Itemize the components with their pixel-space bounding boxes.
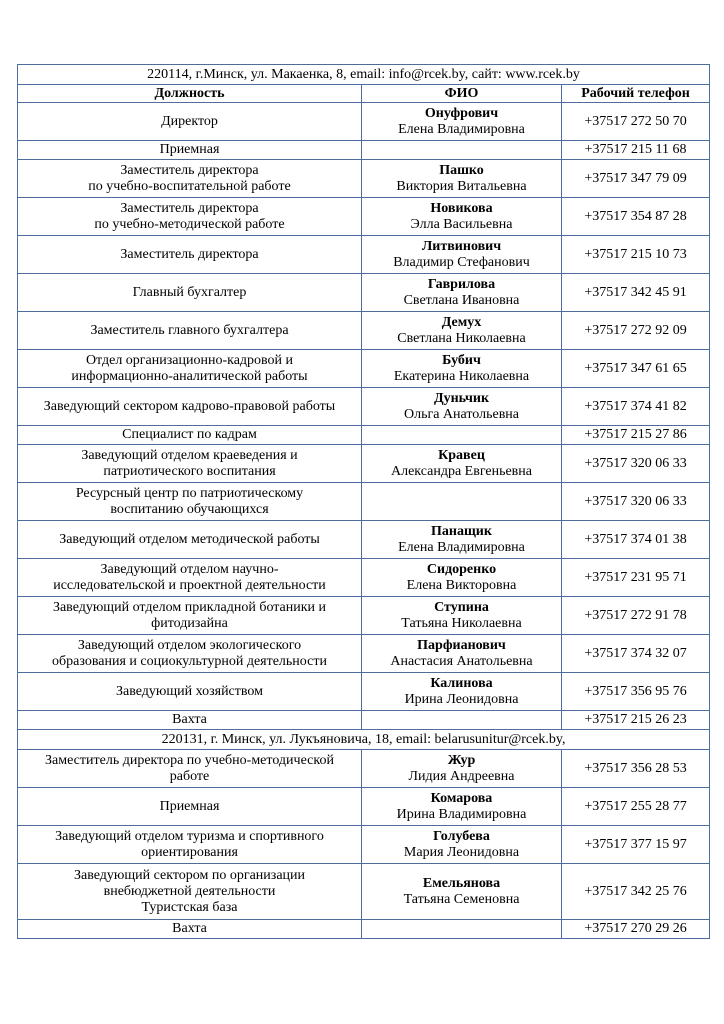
- surname-text: Онуфрович: [424, 105, 499, 121]
- position-cell: [18, 559, 362, 597]
- phone-cell: +37517 342 45 91: [562, 274, 710, 312]
- name-cell: [362, 673, 562, 711]
- table-row: [18, 160, 710, 198]
- position-text: исследовательской и проектной деятельности: [53, 577, 326, 593]
- position-cell: [18, 635, 362, 673]
- position-text: Заведующий отделом туризма и спортивного: [55, 828, 324, 844]
- name-cell: [362, 711, 562, 730]
- position-cell: [18, 103, 362, 141]
- table-row: [18, 788, 710, 826]
- phone-cell: +37517 320 06 33: [562, 483, 710, 521]
- address-row-main: [18, 65, 710, 85]
- position-text: Заведующий отделом краеведения и: [81, 447, 298, 463]
- position-text: работе: [169, 768, 210, 784]
- contacts-table: [17, 64, 710, 939]
- position-text: Заместитель директора: [120, 162, 259, 178]
- table-row: [18, 350, 710, 388]
- name-cell: [362, 103, 562, 141]
- phone-cell: +37517 215 26 23: [562, 711, 710, 730]
- position-cell: [18, 750, 362, 788]
- given-name-text: Ольга Анатольевна: [403, 406, 520, 422]
- position-text: Заведующий хозяйством: [116, 683, 263, 699]
- address-second: 220131, г. Минск, ул. Лукъяновича, 18, email: belarusunitur@rcek.by,: [18, 730, 710, 750]
- phone-cell: +37517 215 27 86: [562, 426, 710, 445]
- surname-text: Голубева: [433, 828, 490, 844]
- position-cell: [18, 597, 362, 635]
- position-text: патриотического воспитания: [103, 463, 276, 479]
- name-cell: [362, 426, 562, 445]
- position-cell: [18, 312, 362, 350]
- given-name-text: Татьяна Семеновна: [403, 891, 520, 907]
- name-cell: [362, 788, 562, 826]
- given-name-text: Мария Леонидовна: [403, 844, 520, 860]
- table-row: [18, 141, 710, 160]
- table-row: [18, 274, 710, 312]
- surname-text: Ступина: [434, 599, 489, 615]
- surname-text: Емельянова: [422, 875, 501, 891]
- position-cell: [18, 198, 362, 236]
- position-text: образования и социокультурной деятельности: [52, 653, 327, 669]
- name-cell: [362, 826, 562, 864]
- position-text: Заместитель главного бухгалтера: [90, 322, 289, 338]
- given-name-text: Светлана Ивановна: [403, 292, 520, 308]
- given-name-text: Елена Владимировна: [398, 121, 525, 137]
- position-text: Заведующий отделом методической работы: [59, 531, 320, 547]
- table-row: [18, 673, 710, 711]
- table-row: [18, 559, 710, 597]
- position-text: Заведующий отделом прикладной ботаники и: [52, 599, 327, 615]
- phone-cell: +37517 231 95 71: [562, 559, 710, 597]
- phone-cell: +37517 215 10 73: [562, 236, 710, 274]
- position-text: Заведующий отделом научно-: [100, 561, 279, 577]
- phone-cell: +37517 272 50 70: [562, 103, 710, 141]
- phone-cell: +37517 377 15 97: [562, 826, 710, 864]
- name-cell: [362, 350, 562, 388]
- given-name-text: Лидия Андреевна: [408, 768, 515, 784]
- surname-text: Демух: [441, 314, 482, 330]
- phone-cell: +37517 356 28 53: [562, 750, 710, 788]
- given-name-text: Екатерина Николаевна: [393, 368, 530, 384]
- position-text: Заведующий отделом экологического: [77, 637, 302, 653]
- phone-cell: +37517 255 28 77: [562, 788, 710, 826]
- phone-cell: +37517 347 79 09: [562, 160, 710, 198]
- phone-cell: +37517 374 01 38: [562, 521, 710, 559]
- position-cell: [18, 426, 362, 445]
- phone-cell: +37517 320 06 33: [562, 445, 710, 483]
- position-cell: [18, 141, 362, 160]
- name-cell: [362, 521, 562, 559]
- name-cell: [362, 445, 562, 483]
- phone-cell: +37517 374 32 07: [562, 635, 710, 673]
- header-row: [18, 85, 710, 103]
- table-row: [18, 445, 710, 483]
- given-name-text: Ирина Леонидовна: [404, 691, 519, 707]
- surname-text: Литвинович: [421, 238, 502, 254]
- phone-cell: +37517 272 92 09: [562, 312, 710, 350]
- name-cell: [362, 635, 562, 673]
- surname-text: Комарова: [430, 790, 493, 806]
- given-name-text: Владимир Стефанович: [393, 254, 530, 270]
- position-text: Приемная: [159, 142, 220, 157]
- surname-text: Пашко: [439, 162, 484, 178]
- table-row: [18, 864, 710, 920]
- surname-text: Кравец: [438, 447, 485, 463]
- position-text: Приемная: [159, 798, 220, 814]
- table-row: [18, 426, 710, 445]
- position-cell: [18, 864, 362, 920]
- position-cell: [18, 350, 362, 388]
- given-name-text: Елена Владимировна: [398, 539, 525, 555]
- table-row: [18, 198, 710, 236]
- position-text: Заместитель директора по учебно-методической: [45, 752, 334, 768]
- header-position: Должность: [18, 85, 362, 103]
- table-row: [18, 388, 710, 426]
- position-text: Вахта: [172, 921, 207, 936]
- name-cell: [362, 750, 562, 788]
- position-cell: [18, 920, 362, 939]
- table-row: [18, 521, 710, 559]
- name-cell: [362, 920, 562, 939]
- surname-text: Дуньчик: [433, 390, 490, 406]
- name-cell: [362, 559, 562, 597]
- position-text: по учебно-воспитательной работе: [88, 178, 291, 194]
- name-cell: [362, 198, 562, 236]
- position-text: внебюджетной деятельности: [103, 883, 276, 899]
- position-text: Заведующий сектором кадрово-правовой работы: [43, 398, 336, 414]
- position-cell: [18, 274, 362, 312]
- name-cell: [362, 312, 562, 350]
- position-text: Отдел организационно-кадровой и: [85, 352, 294, 368]
- table-row: [18, 920, 710, 939]
- position-cell: [18, 483, 362, 521]
- phone-cell: +37517 272 91 78: [562, 597, 710, 635]
- phone-cell: +37517 354 87 28: [562, 198, 710, 236]
- surname-text: Сидоренко: [426, 561, 497, 577]
- position-text: воспитанию обучающихся: [110, 501, 269, 517]
- header-phone: Рабочий телефон: [562, 85, 710, 103]
- given-name-text: Анастасия Анатольевна: [390, 653, 533, 669]
- position-cell: [18, 826, 362, 864]
- position-cell: [18, 445, 362, 483]
- position-text: Главный бухгалтер: [132, 284, 247, 300]
- surname-text: Калинова: [430, 675, 493, 691]
- position-text: Специалист по кадрам: [122, 427, 257, 442]
- table-row: [18, 635, 710, 673]
- phone-cell: +37517 215 11 68: [562, 141, 710, 160]
- name-cell: [362, 160, 562, 198]
- phone-cell: +37517 270 29 26: [562, 920, 710, 939]
- surname-text: Панащик: [431, 523, 492, 539]
- surname-text: Бубич: [442, 352, 481, 368]
- table-row: [18, 750, 710, 788]
- surname-text: Парфианович: [417, 637, 506, 653]
- position-text: Ресурсный центр по патриотическому: [75, 485, 304, 501]
- table-row: [18, 312, 710, 350]
- position-text: Директор: [161, 113, 218, 129]
- given-name-text: Елена Викторовна: [406, 577, 517, 593]
- position-text: Вахта: [172, 712, 207, 727]
- address-main: 220114, г.Минск, ул. Макаенка, 8, email: info@rcek.by, сайт: www.rcek.by: [18, 65, 710, 85]
- position-text: ориентирования: [141, 844, 238, 860]
- position-cell: [18, 236, 362, 274]
- name-cell: [362, 864, 562, 920]
- position-text: Заместитель директора: [120, 200, 259, 216]
- table-row: [18, 236, 710, 274]
- table-row: [18, 483, 710, 521]
- position-text: Заведующий сектором по организации: [73, 867, 306, 883]
- phone-cell: +37517 342 25 76: [562, 864, 710, 920]
- phone-cell: +37517 356 95 76: [562, 673, 710, 711]
- given-name-text: Виктория Витальевна: [396, 178, 527, 194]
- name-cell: [362, 141, 562, 160]
- position-text: фитодизайна: [151, 615, 228, 631]
- name-cell: [362, 274, 562, 312]
- position-cell: [18, 673, 362, 711]
- position-cell: [18, 711, 362, 730]
- position-cell: [18, 388, 362, 426]
- address-row-second: [18, 730, 710, 750]
- position-text: по учебно-методической работе: [94, 216, 285, 232]
- surname-text: Новикова: [430, 200, 493, 216]
- position-cell: [18, 160, 362, 198]
- name-cell: [362, 483, 562, 521]
- table-row: [18, 597, 710, 635]
- name-cell: [362, 236, 562, 274]
- given-name-text: Светлана Николаевна: [397, 330, 526, 346]
- position-cell: [18, 521, 362, 559]
- table-row: [18, 711, 710, 730]
- table-row: [18, 826, 710, 864]
- position-text: Туристская база: [141, 899, 238, 915]
- position-cell: [18, 788, 362, 826]
- position-text: информационно-аналитической работы: [71, 368, 308, 384]
- surname-text: Гаврилова: [427, 276, 496, 292]
- name-cell: [362, 388, 562, 426]
- given-name-text: Татьяна Николаевна: [401, 615, 522, 631]
- given-name-text: Элла Васильевна: [410, 216, 513, 232]
- surname-text: Жур: [447, 752, 476, 768]
- name-cell: [362, 597, 562, 635]
- phone-cell: +37517 374 41 82: [562, 388, 710, 426]
- given-name-text: Александра Евгеньевна: [390, 463, 533, 479]
- contacts-table-body: [18, 65, 710, 939]
- phone-cell: +37517 347 61 65: [562, 350, 710, 388]
- given-name-text: Ирина Владимировна: [396, 806, 527, 822]
- table-row: [18, 103, 710, 141]
- header-name: ФИО: [362, 85, 562, 103]
- position-text: Заместитель директора: [120, 246, 259, 262]
